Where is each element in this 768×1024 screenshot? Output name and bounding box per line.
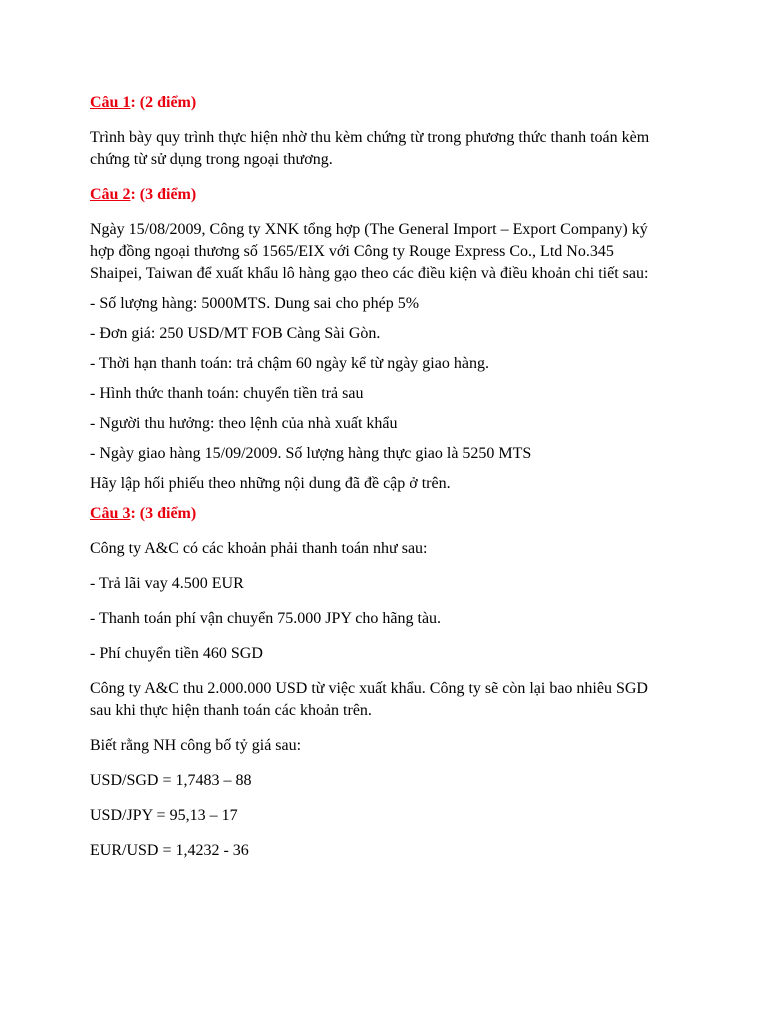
q3-item: - Trả lãi vay 4.500 EUR [90, 575, 244, 592]
q2-intro-line-3: Shaipei, Taiwan để xuất khẩu lô hàng gạo theo các điều kiện và điều khoản chi tiết sau: [90, 265, 649, 282]
q3-item: - Phí chuyển tiền 460 SGD [90, 645, 263, 662]
q3-question-line-1: Công ty A&C thu 2.000.000 USD từ việc xuất khẩu. Công ty sẽ còn lại bao nhiêu SGD [90, 680, 648, 697]
q1-heading [90, 93, 196, 113]
q2-item: - Số lượng hàng: 5000MTS. Dung sai cho phép 5% [90, 295, 420, 312]
q2-item: - Ngày giao hàng 15/09/2009. Số lượng hàng thực giao là 5250 MTS [90, 445, 532, 462]
q2-intro-line-2: hợp đồng ngoại thương số 1565/EIX với Công ty Rouge Express Co., Ltd No.345 [90, 243, 614, 260]
q2-task: Hãy lập hối phiếu theo những nội dung đã đề cập ở trên. [90, 475, 451, 492]
q2-label: Câu 2 [90, 186, 131, 203]
q3-intro: Công ty A&C có các khoản phải thanh toán như sau: [90, 540, 428, 557]
q3-rate-eur-usd: EUR/USD = 1,4232 - 36 [90, 842, 249, 859]
q1-points: : (2 điểm) [130, 94, 197, 111]
q2-intro-line-1: Ngày 15/08/2009, Công ty XNK tổng hợp (The General Import – Export Company) ký [90, 221, 648, 238]
q2-item: - Hình thức thanh toán: chuyển tiền trả sau [90, 385, 364, 402]
q3-rate-usd-jpy: USD/JPY = 95,13 – 17 [90, 807, 238, 824]
q3-heading [90, 504, 196, 524]
q2-item: - Thời hạn thanh toán: trả chậm 60 ngày kể từ ngày giao hàng. [90, 355, 489, 372]
q2-item: - Người thu hưởng: theo lệnh của nhà xuất khẩu [90, 415, 398, 432]
q3-rates-intro: Biết rằng NH công bố tỷ giá sau: [90, 737, 302, 754]
q3-question-line-2: sau khi thực hiện thanh toán các khoản trên. [90, 702, 372, 719]
q2-item: - Đơn giá: 250 USD/MT FOB Càng Sài Gòn. [90, 325, 381, 342]
q1-text-line-1: Trình bày quy trình thực hiện nhờ thu kèm chứng từ trong phương thức thanh toán kèm [90, 129, 650, 146]
q3-item: - Thanh toán phí vận chuyển 75.000 JPY cho hãng tàu. [90, 610, 442, 627]
q2-heading [90, 185, 196, 205]
q3-points: : (3 điểm) [130, 505, 197, 522]
q1-label: Câu 1 [90, 94, 131, 111]
q3-label: Câu 3 [90, 505, 131, 522]
q2-points: : (3 điểm) [130, 186, 197, 203]
q3-rate-usd-sgd: USD/SGD = 1,7483 – 88 [90, 772, 252, 789]
q1-text-line-2: chứng từ sử dụng trong ngoại thương. [90, 151, 333, 168]
